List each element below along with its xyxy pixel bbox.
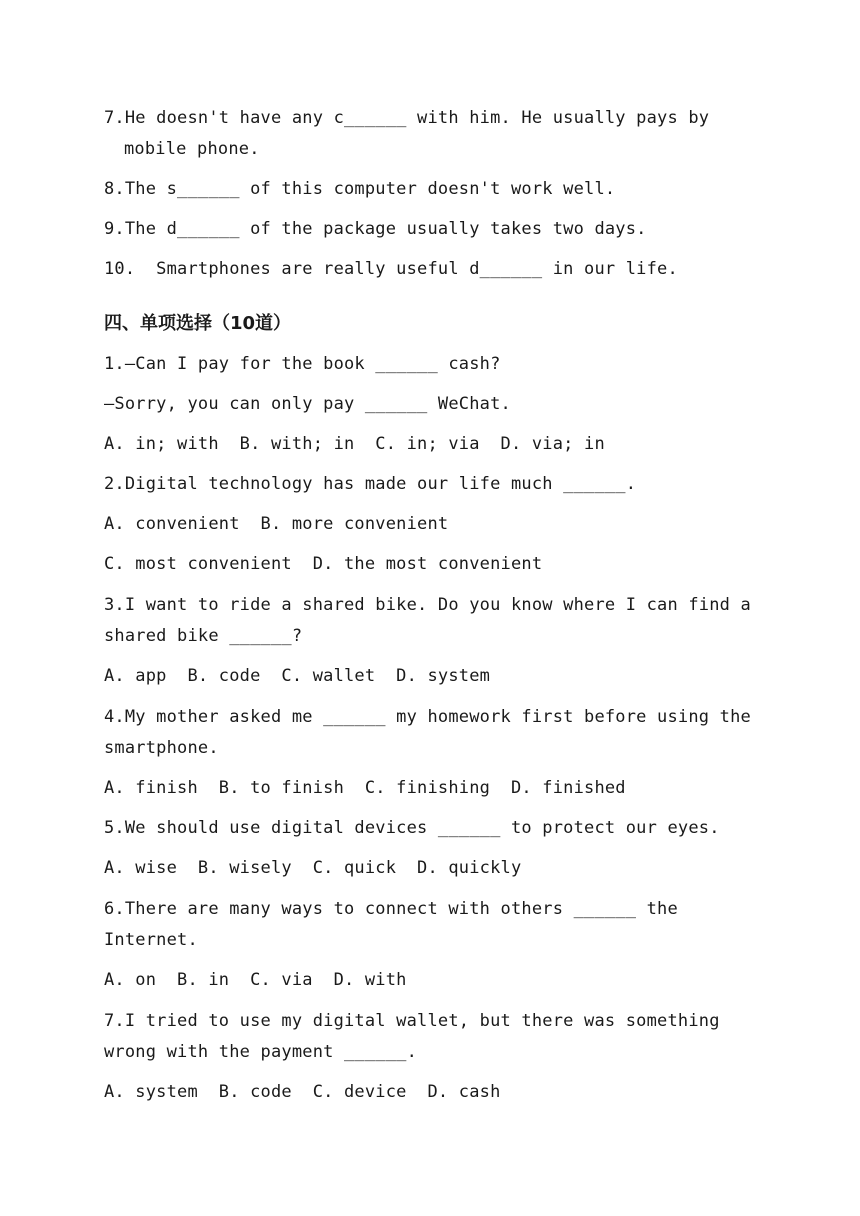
choice-q7-line2: wrong with the payment ______. — [104, 1042, 418, 1062]
choice-q5: 5.We should use digital devices ______ to protect our eyes. — [104, 818, 720, 838]
choice-q4-options: A. finish B. to finish C. finishing D. finished — [104, 778, 626, 798]
choice-q7-options: A. system B. code C. device D. cash — [104, 1082, 501, 1102]
choice-q5-options: A. wise B. wisely C. quick D. quickly — [104, 858, 522, 878]
choice-q3-line2: shared bike ______? — [104, 626, 303, 646]
choice-q2-options-b: C. most convenient D. the most convenient — [104, 554, 543, 574]
choice-q3-line1: 3.I want to ride a shared bike. Do you know where I can find a — [104, 595, 751, 615]
choice-q4-line1: 4.My mother asked me ______ my homework first before using the — [104, 707, 751, 727]
choice-q1-options: A. in; with B. with; in C. in; via D. via; in — [104, 434, 605, 454]
fill-blank-10: 10. Smartphones are really useful d______ in our life. — [104, 259, 678, 279]
choice-q4-line2: smartphone. — [104, 738, 219, 758]
fill-blank-8: 8.The s______ of this computer doesn't work well. — [104, 179, 616, 199]
choice-q3-options: A. app B. code C. wallet D. system — [104, 666, 491, 686]
choice-q2: 2.Digital technology has made our life much ______. — [104, 474, 637, 494]
choice-q1-line1: 1.—Can I pay for the book ______ cash? — [104, 354, 501, 374]
choice-q6-line1: 6.There are many ways to connect with others ______ the — [104, 899, 678, 919]
fill-blank-7-line1: 7.He doesn't have any c______ with him. He usually pays by — [104, 108, 710, 128]
choice-q6-line2: Internet. — [104, 930, 198, 950]
choice-q6-options: A. on B. in C. via D. with — [104, 970, 407, 990]
section-heading: 四、单项选择（10道） — [104, 313, 292, 334]
choice-q1-line2: —Sorry, you can only pay ______ WeChat. — [104, 394, 511, 414]
fill-blank-7-line2: mobile phone. — [124, 139, 260, 159]
fill-blank-9: 9.The d______ of the package usually takes two days. — [104, 219, 647, 239]
choice-q7-line1: 7.I tried to use my digital wallet, but there was something — [104, 1011, 720, 1031]
choice-q2-options-a: A. convenient B. more convenient — [104, 514, 449, 534]
